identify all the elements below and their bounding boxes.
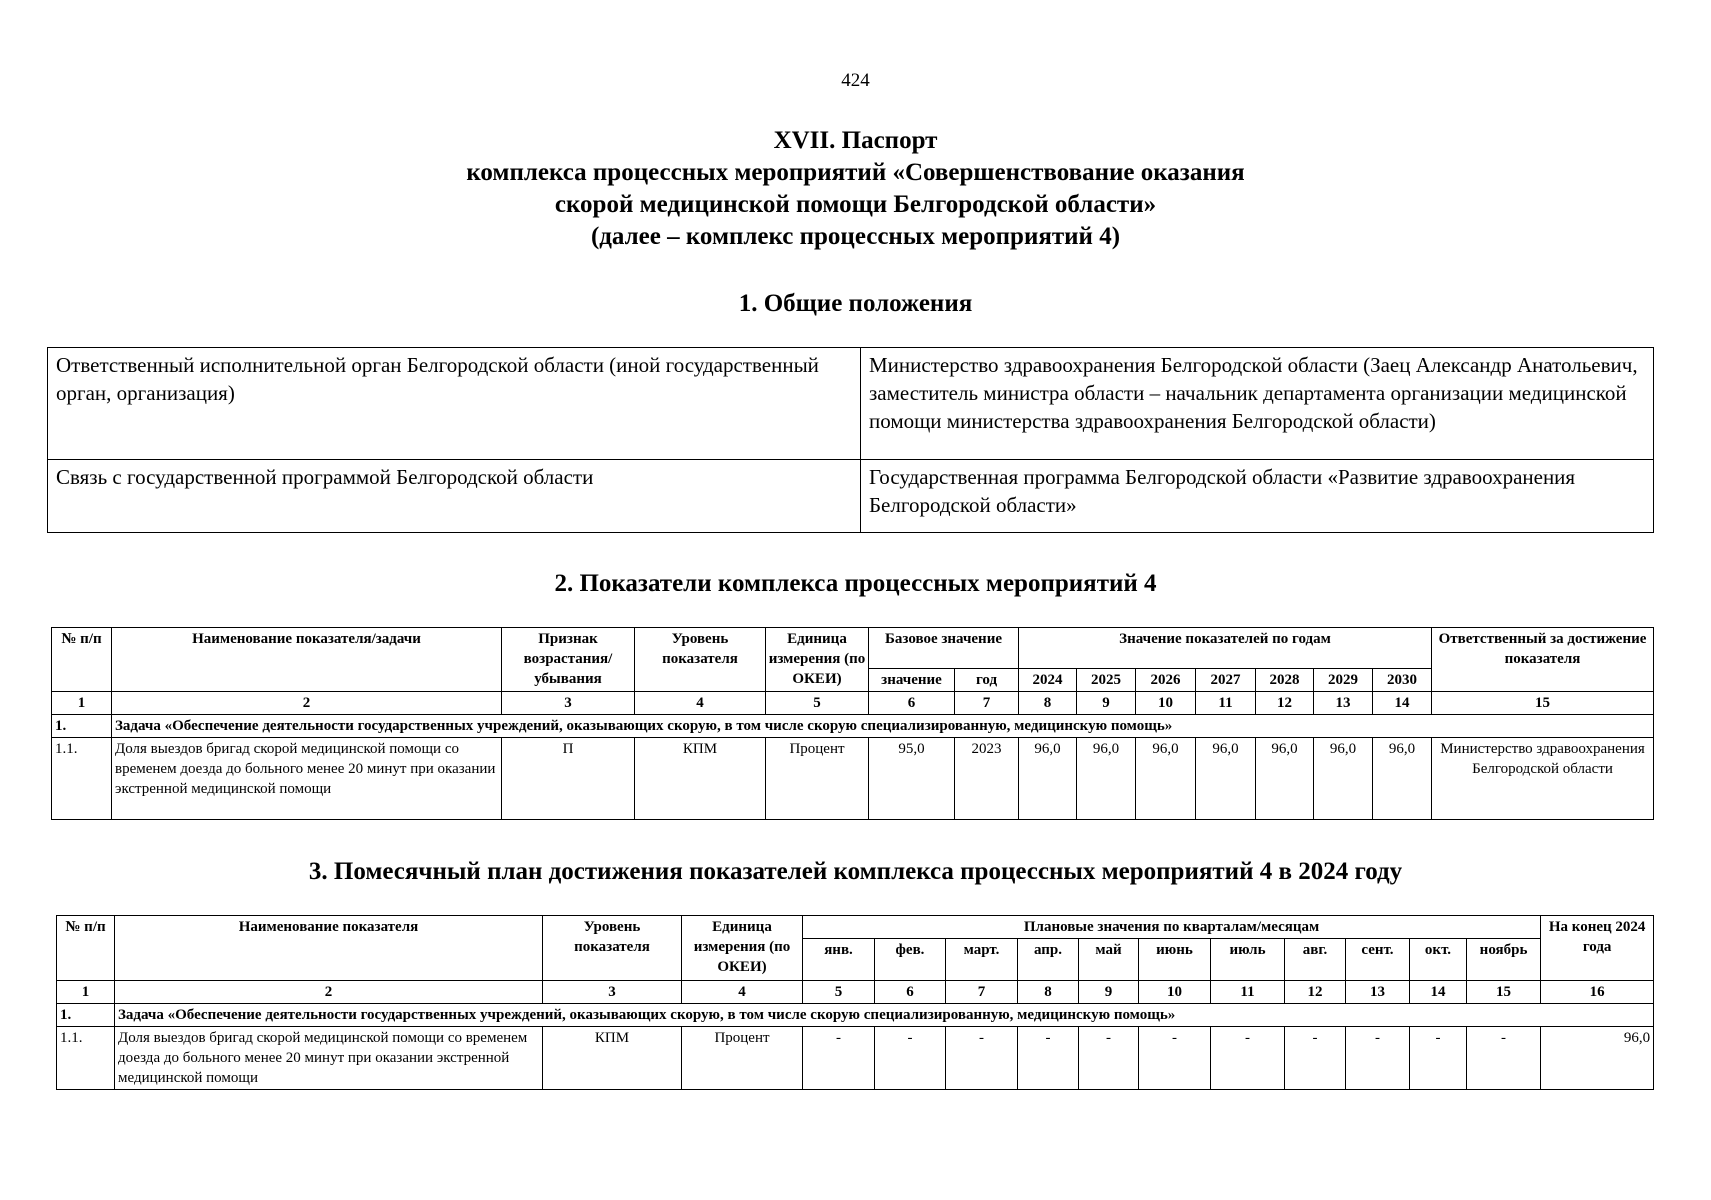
- month-value: -: [946, 1027, 1018, 1090]
- document-title: [0, 125, 1711, 253]
- header-month: июль: [1211, 939, 1285, 981]
- column-number-row: [57, 981, 1654, 1004]
- month-value: -: [1285, 1027, 1346, 1090]
- year-value: 96,0: [1136, 738, 1196, 820]
- header-month: март.: [946, 939, 1018, 981]
- base-value: 95,0: [869, 738, 955, 820]
- header-base: Базовое значение: [869, 628, 1019, 669]
- header-num: № п/п: [52, 628, 112, 692]
- indicator-unit: Процент: [682, 1027, 803, 1090]
- header-end: На конец 2024 года: [1541, 916, 1654, 981]
- column-number: 3: [543, 981, 682, 1004]
- year-value: 96,0: [1196, 738, 1256, 820]
- header-month: окт.: [1410, 939, 1467, 981]
- header-base-year: год: [955, 669, 1019, 692]
- column-number: 5: [803, 981, 875, 1004]
- task-description: Задача «Обеспечение деятельности государственных учреждений, оказывающих скорую, в том числе скорую специализированную, медицинскую помощь»: [112, 715, 1654, 738]
- column-number: 15: [1432, 692, 1654, 715]
- header-month: май: [1079, 939, 1139, 981]
- column-number: 10: [1136, 692, 1196, 715]
- column-number: 2: [112, 692, 502, 715]
- column-number: 4: [682, 981, 803, 1004]
- column-number: 6: [869, 692, 955, 715]
- task-number: 1.: [57, 1004, 115, 1027]
- column-number: 11: [1196, 692, 1256, 715]
- title-line-3: скорой медицинской помощи Белгородской области»: [554, 191, 1157, 218]
- row-number: 1.1.: [52, 738, 112, 820]
- indicators-table: [51, 627, 1654, 820]
- column-number: 16: [1541, 981, 1654, 1004]
- column-number: 8: [1018, 981, 1079, 1004]
- column-number: 1: [57, 981, 115, 1004]
- table-cell-value: Государственная программа Белгородской области «Развитие здравоохранения Белгородской области»: [861, 460, 1654, 533]
- column-number: 8: [1019, 692, 1077, 715]
- header-month: июнь: [1139, 939, 1211, 981]
- general-provisions-table: [47, 347, 1654, 533]
- header-row: [52, 628, 1654, 669]
- column-number: 1: [52, 692, 112, 715]
- table-row: [48, 460, 1654, 533]
- header-level: Уровень показателя: [543, 916, 682, 981]
- year-value: 96,0: [1314, 738, 1373, 820]
- table-cell-value: Министерство здравоохранения Белгородской области (Заец Александр Анатольевич, заместитель министра области – начальник департамента организации медицинской помощи министерства здравоохранения Белгородской области): [861, 348, 1654, 460]
- column-number: 5: [766, 692, 869, 715]
- end-of-year-value: 96,0: [1541, 1027, 1654, 1090]
- column-number-row: [52, 692, 1654, 715]
- header-year: 2025: [1077, 669, 1136, 692]
- column-number: 9: [1077, 692, 1136, 715]
- indicator-level: КПМ: [635, 738, 766, 820]
- header-level: Уровень показателя: [635, 628, 766, 692]
- page-number: 424: [841, 70, 870, 91]
- header-month: фев.: [875, 939, 946, 981]
- column-number: 3: [502, 692, 635, 715]
- section-2-heading: 2. Показатели комплекса процессных мероприятий 4: [554, 570, 1157, 597]
- indicator-name: Доля выездов бригад скорой медицинской помощи со временем доезда до больного менее 20 минут при оказании экстренной медицинской помощи: [112, 738, 502, 820]
- month-value: -: [1139, 1027, 1211, 1090]
- task-number: 1.: [52, 715, 112, 738]
- header-year: 2028: [1256, 669, 1314, 692]
- header-year: 2029: [1314, 669, 1373, 692]
- header-name: Наименование показателя: [115, 916, 543, 981]
- section-3-heading: 3. Помесячный план достижения показателей комплекса процессных мероприятий 4 в 2024 году: [308, 858, 1403, 885]
- column-number: 13: [1314, 692, 1373, 715]
- header-responsible: Ответственный за достижение показателя: [1432, 628, 1654, 692]
- row-number: 1.1.: [57, 1027, 115, 1090]
- year-value: 96,0: [1373, 738, 1432, 820]
- month-value: -: [1346, 1027, 1410, 1090]
- year-value: 96,0: [1077, 738, 1136, 820]
- month-value: -: [803, 1027, 875, 1090]
- column-number: 2: [115, 981, 543, 1004]
- month-value: -: [1410, 1027, 1467, 1090]
- header-month: ноябрь: [1467, 939, 1541, 981]
- table-row: [57, 1027, 1654, 1090]
- column-number: 12: [1256, 692, 1314, 715]
- header-unit: Единица измерения (по ОКЕИ): [766, 628, 869, 692]
- header-num: № п/п: [57, 916, 115, 981]
- monthly-plan-table: [56, 915, 1654, 1090]
- table-row: [52, 738, 1654, 820]
- column-number: 6: [875, 981, 946, 1004]
- header-year: 2030: [1373, 669, 1432, 692]
- column-number: 15: [1467, 981, 1541, 1004]
- column-number: 14: [1373, 692, 1432, 715]
- indicator-sign: П: [502, 738, 635, 820]
- responsible: Министерство здравоохранения Белгородской области: [1432, 738, 1654, 820]
- header-years-group: Значение показателей по годам: [1019, 628, 1432, 669]
- column-number: 13: [1346, 981, 1410, 1004]
- header-month: сент.: [1346, 939, 1410, 981]
- header-unit: Единица измерения (по ОКЕИ): [682, 916, 803, 981]
- month-value: -: [1079, 1027, 1139, 1090]
- header-year: 2026: [1136, 669, 1196, 692]
- column-number: 12: [1285, 981, 1346, 1004]
- header-base-value: значение: [869, 669, 955, 692]
- month-value: -: [1211, 1027, 1285, 1090]
- header-month: апр.: [1018, 939, 1079, 981]
- base-year: 2023: [955, 738, 1019, 820]
- header-plan-group: Плановые значения по кварталам/месяцам: [803, 916, 1541, 939]
- year-value: 96,0: [1256, 738, 1314, 820]
- column-number: 7: [946, 981, 1018, 1004]
- table-cell-label: Связь с государственной программой Белгородской области: [48, 460, 861, 533]
- task-row: [52, 715, 1654, 738]
- month-value: -: [1018, 1027, 1079, 1090]
- header-month: авг.: [1285, 939, 1346, 981]
- table-row: [48, 348, 1654, 460]
- header-year: 2024: [1019, 669, 1077, 692]
- header-month: янв.: [803, 939, 875, 981]
- indicator-name: Доля выездов бригад скорой медицинской помощи со временем доезда до больного менее 20 минут при оказании экстренной медицинской помощи: [115, 1027, 543, 1090]
- header-year: 2027: [1196, 669, 1256, 692]
- column-number: 10: [1139, 981, 1211, 1004]
- column-number: 7: [955, 692, 1019, 715]
- month-value: -: [875, 1027, 946, 1090]
- title-line-4: (далее – комплекс процессных мероприятий 4): [590, 223, 1121, 250]
- column-number: 9: [1079, 981, 1139, 1004]
- section-1-heading: 1. Общие положения: [738, 290, 973, 317]
- year-value: 96,0: [1019, 738, 1077, 820]
- indicator-unit: Процент: [766, 738, 869, 820]
- month-value: -: [1467, 1027, 1541, 1090]
- header-row: [57, 916, 1654, 939]
- indicator-level: КПМ: [543, 1027, 682, 1090]
- task-description: Задача «Обеспечение деятельности государственных учреждений, оказывающих скорую, в том числе скорую специализированную, медицинскую помощь»: [115, 1004, 1654, 1027]
- column-number: 4: [635, 692, 766, 715]
- table-cell-label: Ответственный исполнительной орган Белгородской области (иной государственный орган, организация): [48, 348, 861, 460]
- task-row: [57, 1004, 1654, 1027]
- header-name: Наименование показателя/задачи: [112, 628, 502, 692]
- title-line-2: комплекса процессных мероприятий «Совершенствование оказания: [466, 159, 1245, 186]
- column-number: 14: [1410, 981, 1467, 1004]
- title-line-1: XVII. Паспорт: [773, 127, 938, 154]
- header-sign: Признак возрастания/ убывания: [502, 628, 635, 692]
- column-number: 11: [1211, 981, 1285, 1004]
